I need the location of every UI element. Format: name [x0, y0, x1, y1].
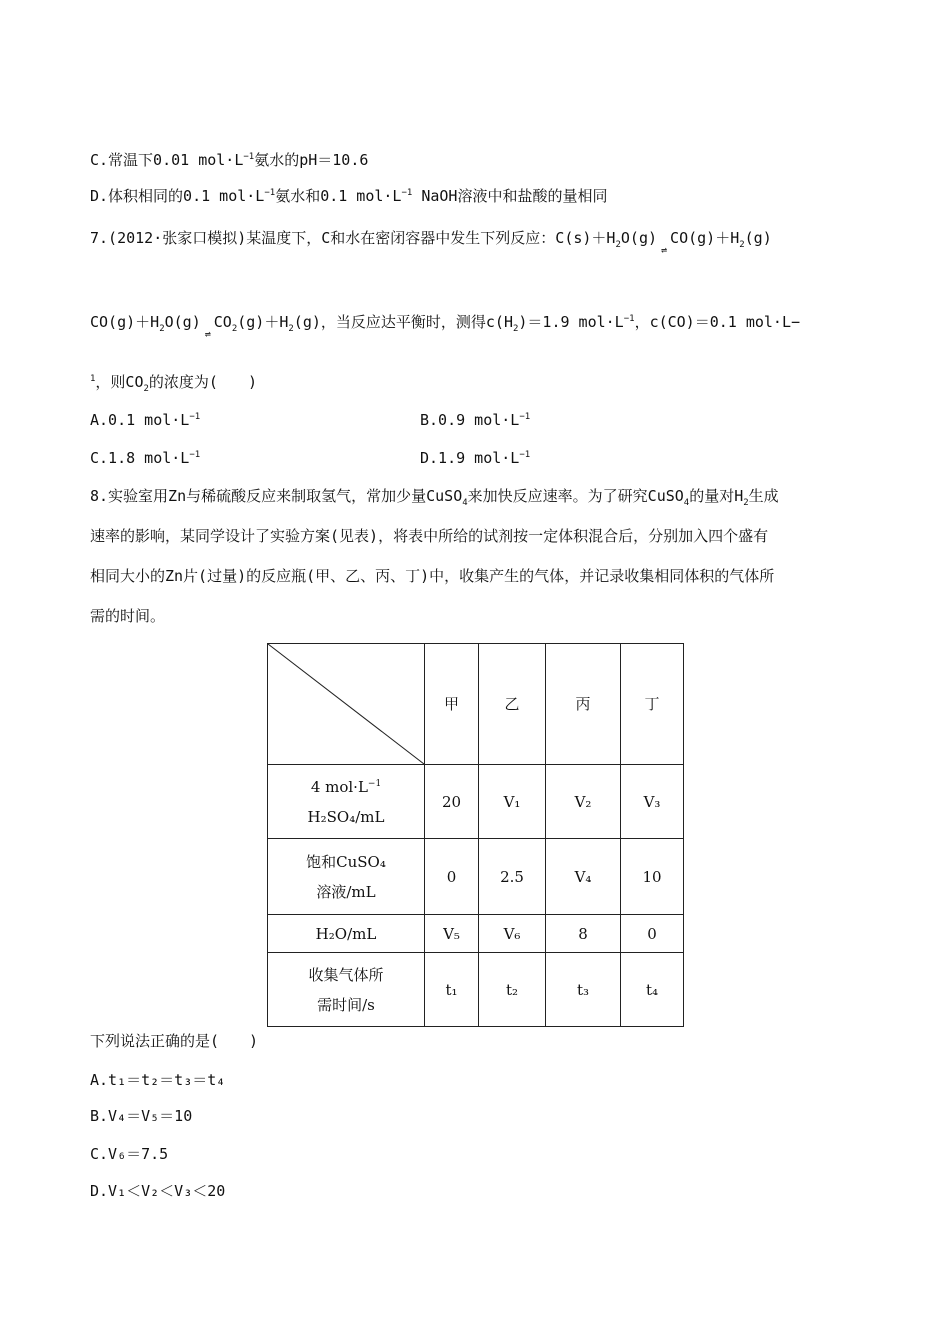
option-c-line: C.常温下0.01 $mol\cdot L^{-1}$氨水的pH＝10.6 [90, 151, 369, 169]
answer-d: D.V₁＜V₂＜V₃＜20 [90, 1182, 226, 1200]
table-cell: V₄ [546, 839, 621, 915]
equilibrium-icon: ⇌ [661, 245, 667, 256]
table-cell: 0 [425, 839, 479, 915]
table-row [268, 765, 684, 839]
row-label-h2so4: 4 $mol\cdot L^{-1}$ H₂SO₄/mL [268, 765, 425, 839]
table-cell: V₃ [621, 765, 684, 839]
diagonal-header-cell [268, 644, 425, 765]
header-ding: 丁 [621, 644, 684, 765]
question-8-line-4: 需的时间。 [90, 607, 166, 625]
experiment-table [267, 643, 684, 1027]
row-label-cuso4: 饱和CuSO₄ 溶液/mL [268, 839, 425, 915]
table-cell: t₄ [621, 953, 684, 1027]
question-8-line-3: 相同大小的Zn片(过量)的反应瓶(甲、乙、丙、丁)中，收集产生的气体，并记录收集相同体积的气体所 [90, 567, 775, 585]
option-b: B.0.9 $mol\cdot L^{-1}$ [420, 411, 531, 429]
table-cell: 8 [546, 915, 621, 953]
options-row-2 [90, 448, 610, 468]
question-7-line: 7.(2012·张家口模拟)某温度下，C和水在密闭容器中发生下列反应：$C(s)+H_2O(g)\rightleftharpoons CO(g)+H_2(g)$ [90, 228, 772, 261]
answer-b: B.V₄＝V₅＝10 [90, 1107, 193, 1125]
answer-c: C.V₆＝7.5 [90, 1145, 169, 1163]
option-a: A.0.1 $mol\cdot L^{-1}$ [90, 411, 201, 429]
row-label-time: 收集气体所 需时间/s [268, 953, 425, 1027]
table-header-row [268, 644, 684, 765]
question-8-line-1: 8.实验室用Zn与稀硫酸反应来制取氢气，常加少量CuSO$_4$来加快反应速率。为了研究CuSO$_4$的量对$H_2$生成 [90, 487, 779, 508]
answer-a: A.t₁＝t₂＝t₃＝t₄ [90, 1071, 226, 1089]
equilibrium-icon: ⇌ [204, 329, 210, 340]
table-row [268, 915, 684, 953]
option-d-line: D.体积相同的0.1 $mol\cdot L^{-1}$氨水和0.1 $mol\cdot L^{-1}$ NaOH溶液中和盐酸的量相同 [90, 187, 608, 205]
header-bing: 丙 [546, 644, 621, 765]
header-yi: 乙 [479, 644, 546, 765]
table-cell: 10 [621, 839, 684, 915]
table-cell: t₁ [425, 953, 479, 1027]
options-row-1 [90, 410, 610, 430]
option-d: D.1.9 $mol\cdot L^{-1}$ [420, 449, 531, 467]
question-8-prompt: 下列说法正确的是( ) [90, 1032, 259, 1050]
table-cell: V₁ [479, 765, 546, 839]
table-row [268, 953, 684, 1027]
question-7-stem-end: $^1$，则$CO_2$的浓度为( ) [90, 373, 257, 394]
table-cell: V₂ [546, 765, 621, 839]
diagonal-line [268, 644, 424, 764]
table-cell: V₅ [425, 915, 479, 953]
table-cell: t₂ [479, 953, 546, 1027]
table-cell: V₆ [479, 915, 546, 953]
table-cell: 20 [425, 765, 479, 839]
question-7-reaction-2: $CO(g)+H_2O(g)\rightleftharpoons CO_2(g)+H_2(g)$，当反应达平衡时，测得$c(H_2)=1.9$ $mol\cdot L^{-1}$，c(CO)＝0.1 mol·L− [90, 312, 800, 345]
table-cell: 0 [621, 915, 684, 953]
header-jia: 甲 [425, 644, 479, 765]
question-8-line-2: 速率的影响，某同学设计了实验方案(见表)，将表中所给的试剂按一定体积混合后，分别加入四个盛有 [90, 527, 769, 545]
table-cell: t₃ [546, 953, 621, 1027]
option-c: C.1.8 $mol\cdot L^{-1}$ [90, 449, 201, 467]
row-label-h2o: H₂O/mL [268, 915, 425, 953]
table-row [268, 839, 684, 915]
table-cell: 2.5 [479, 839, 546, 915]
